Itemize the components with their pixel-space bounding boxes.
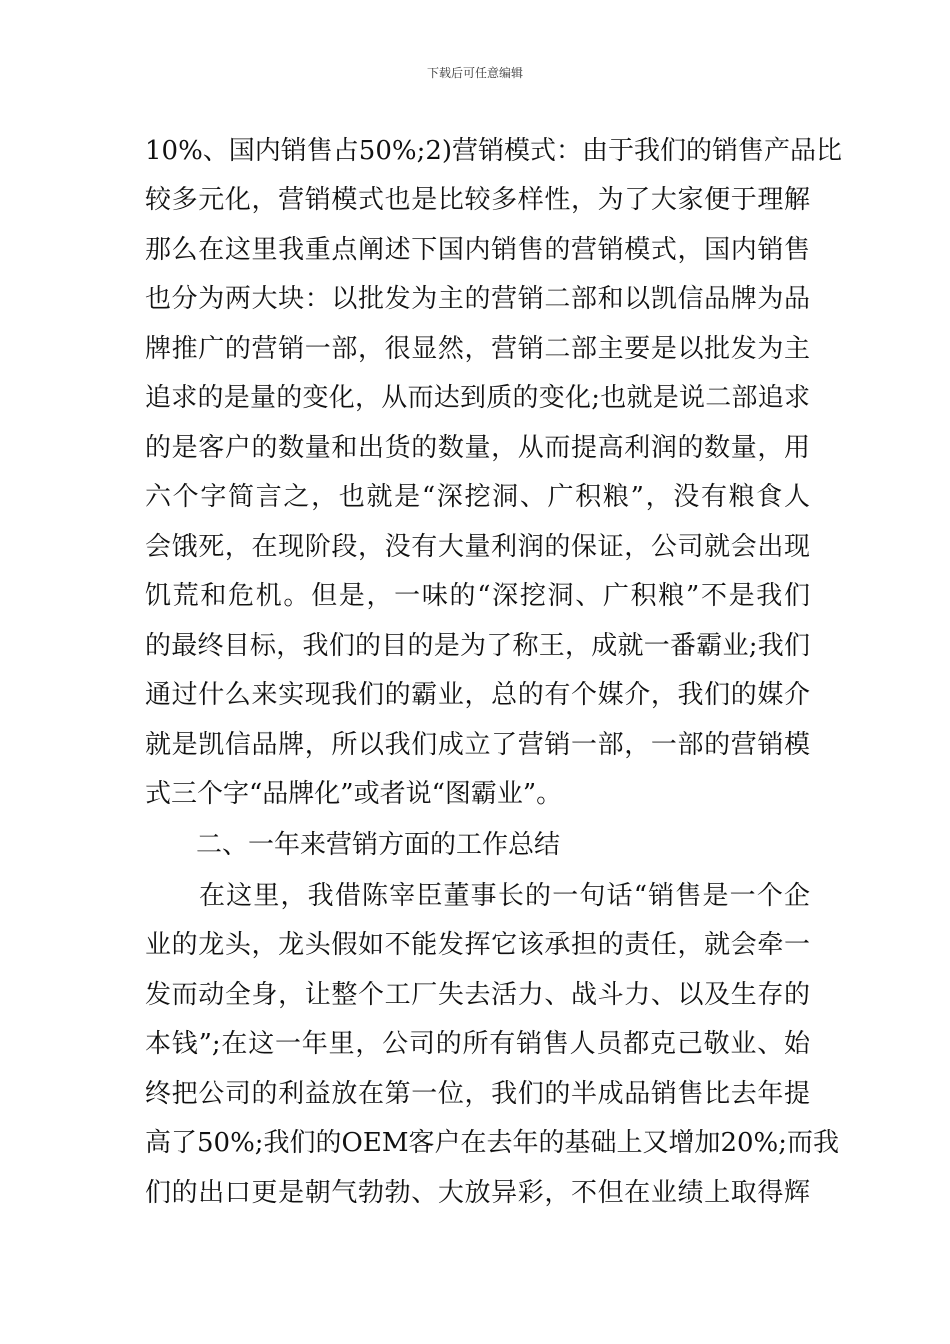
- body-line: 式三个字“品牌化”或者说“图霸业”。: [145, 779, 563, 809]
- body-line: 会饿死，在现阶段，没有大量利润的保证，公司就会出现: [145, 532, 810, 562]
- body-line: 的最终目标，我们的目的是为了称王，成就一番霸业;我们: [145, 631, 810, 661]
- body-line: 10%、国内销售占50%;2)营销模式：由于我们的销售产品比: [145, 136, 843, 166]
- section-heading: 二、一年来营销方面的工作总结: [196, 830, 561, 860]
- body-line: 发而动全身，让整个工厂失去活力、战斗力、以及生存的: [145, 980, 810, 1010]
- body-line: 追求的是量的变化，从而达到质的变化;也就是说二部追求: [145, 383, 810, 413]
- body-line: 通过什么来实现我们的霸业，总的有个媒介，我们的媒介: [145, 680, 810, 710]
- body-line: 终把公司的利益放在第一位，我们的半成品销售比去年提: [145, 1079, 810, 1109]
- body-line: 饥荒和危机。但是，一味的“深挖洞、广积粮”不是我们: [145, 581, 810, 611]
- body-line: 高了50%;我们的OEM客户在去年的基础上又增加20%;而我: [145, 1128, 840, 1158]
- body-line: 们的出口更是朝气勃勃、大放异彩，不但在业绩上取得辉: [145, 1178, 810, 1208]
- body-line: 本钱”;在这一年里，公司的所有销售人员都克己敬业、始: [145, 1029, 810, 1059]
- page-header: 下载后可任意编辑: [426, 66, 523, 80]
- body-line: 业的龙头，龙头假如不能发挥它该承担的责任，就会牵一: [145, 930, 810, 960]
- body-line: 的是客户的数量和出货的数量，从而提高利润的数量，用: [145, 433, 810, 463]
- body-line: 牌推广的营销一部，很显然，营销二部主要是以批发为主: [145, 334, 810, 364]
- body-line: 也分为两大块：以批发为主的营销二部和以凯信品牌为品: [145, 284, 810, 314]
- body-line: 较多元化，营销模式也是比较多样性，为了大家便于理解: [145, 185, 810, 215]
- body-line: 就是凯信品牌，所以我们成立了营销一部，一部的营销模: [145, 730, 810, 760]
- body-line: 那么在这里我重点阐述下国内销售的营销模式，国内销售: [145, 235, 810, 265]
- body-line: 六个字简言之，也就是“深挖洞、广积粮”，没有粮食人: [145, 482, 810, 512]
- body-line: 在这里，我借陈宰臣董事长的一句话“销售是一个企: [199, 881, 810, 911]
